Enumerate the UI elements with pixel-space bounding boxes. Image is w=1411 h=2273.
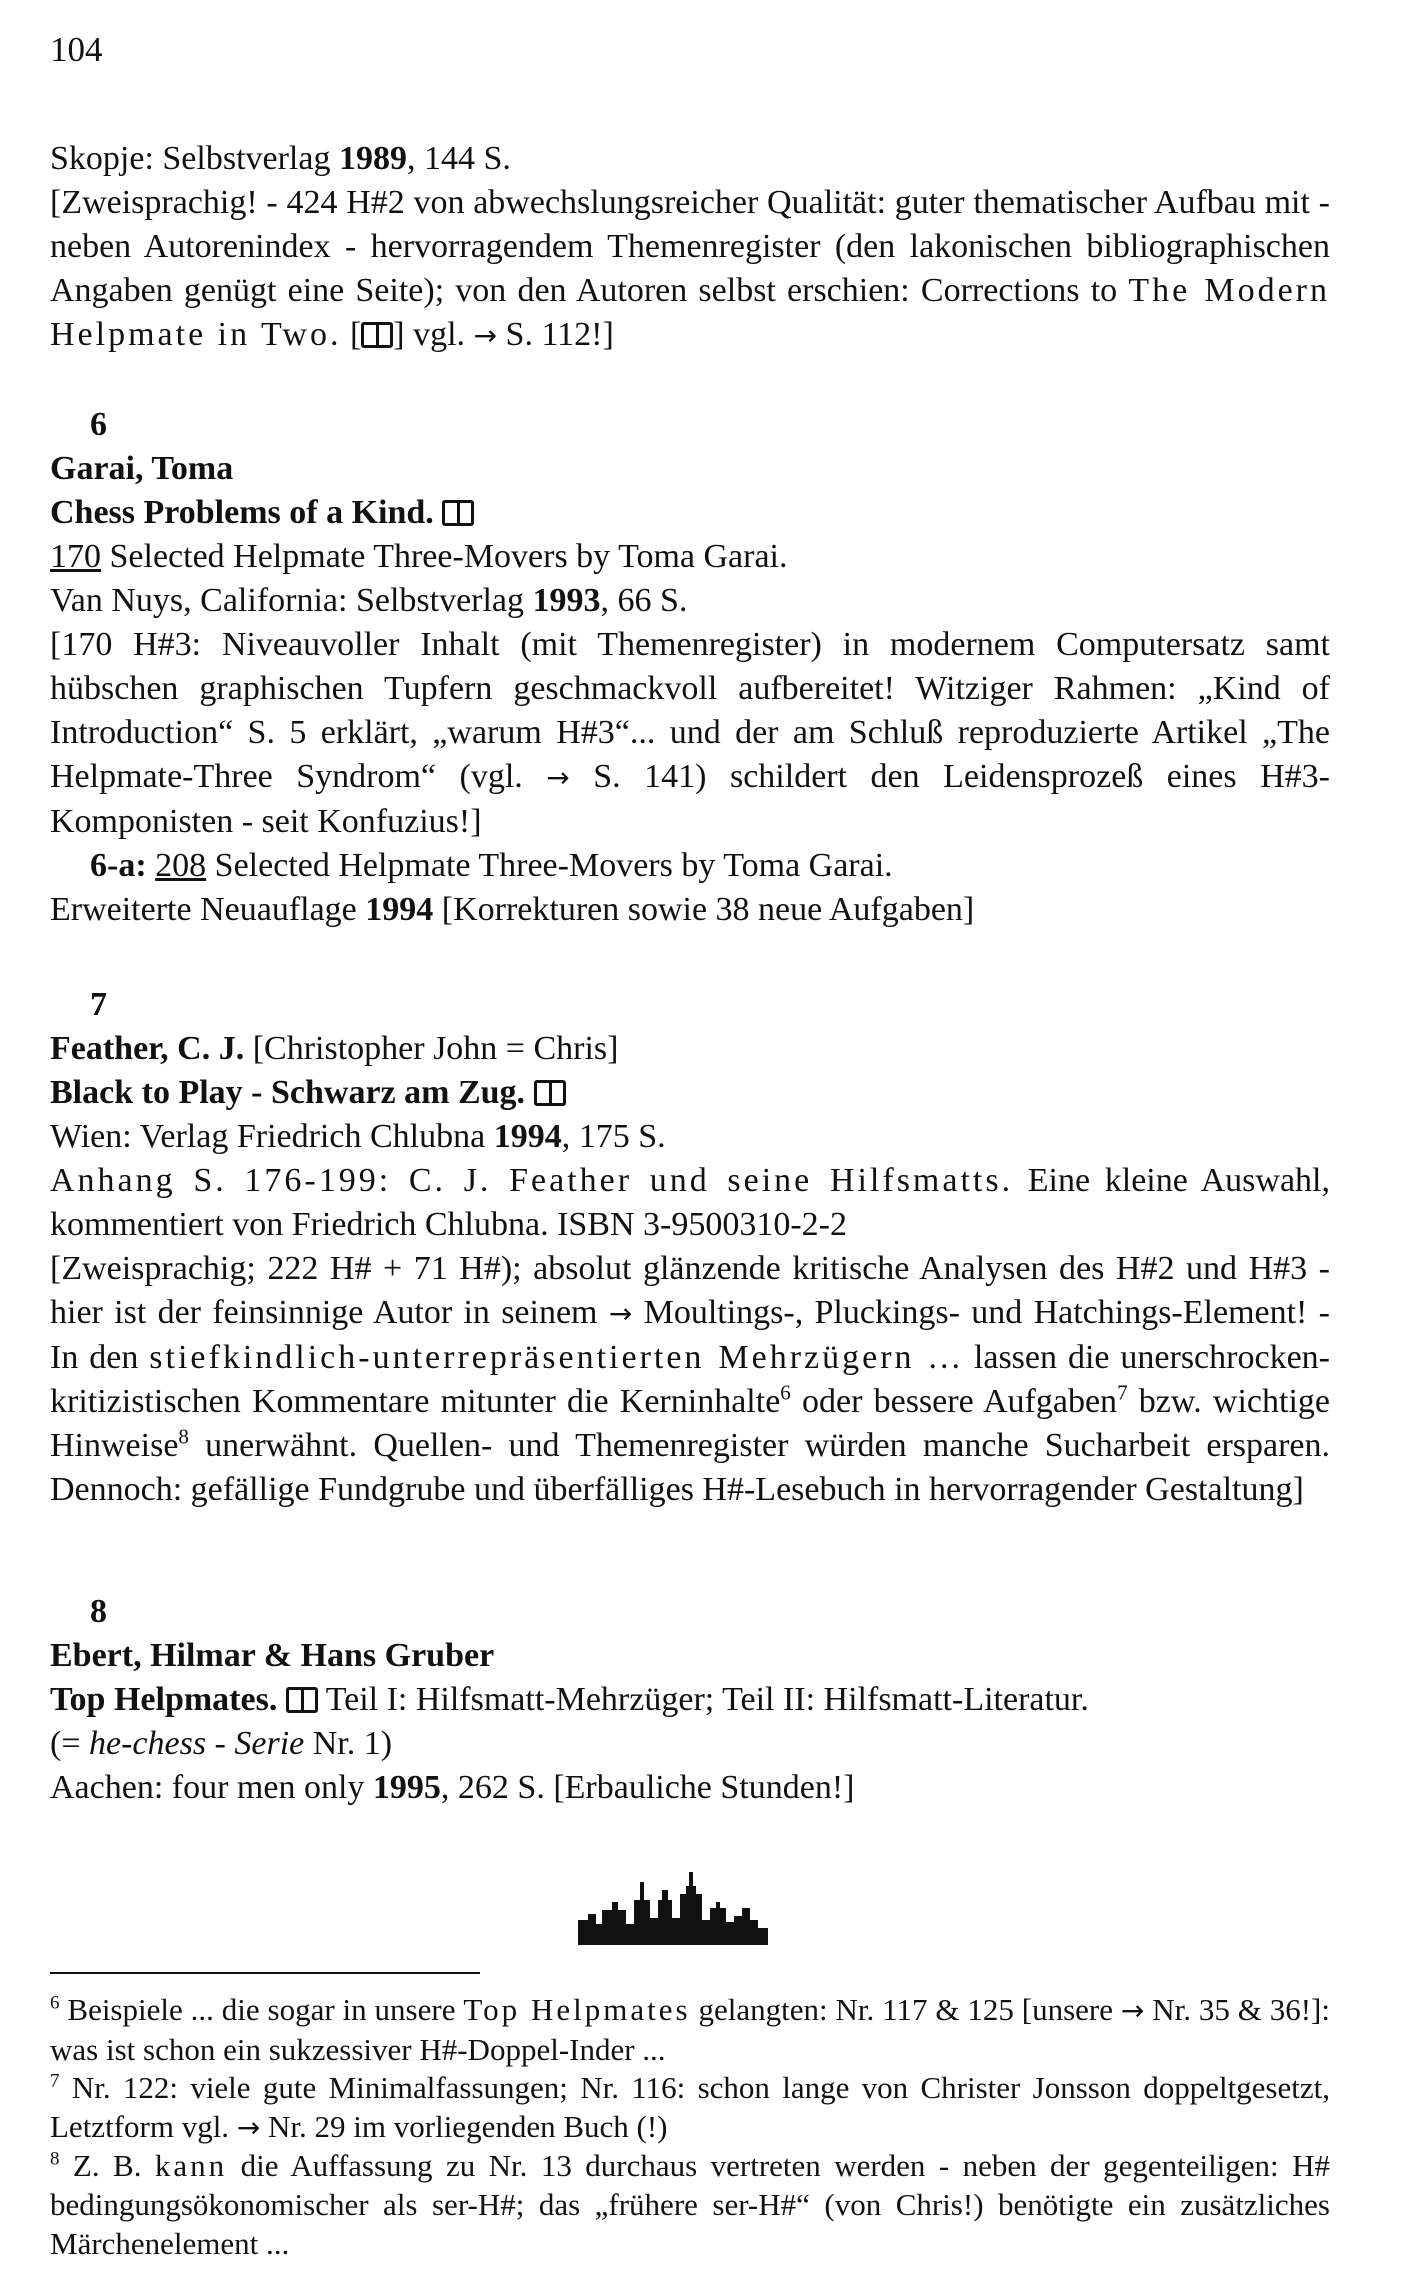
arrow-right-icon: →	[546, 761, 570, 794]
footnote-8: $^8$ Z. B. kann die Auffassung zu Nr. 13 durchaus vertreten werden - neben der gegenteiligen: H# bedingungsökonomischer als ser-H#; das „frühere ser-H#“ (von Chris!) benötigte ein zusätzliches Märchenelement ...	[50, 2148, 1330, 2261]
comment-paragraph: [Zweisprachig; 222 H# + 71 H#); absolut glänzende kritische Analysen des H#2 und H#3 - hier ist der feinsinnige Autor in seinem → Moultings-, Pluckings- und Hatchings-Element! - In den stiefkindlich-unterrepräsentierten Mehrzügern ... lassen die unerschrocken-kritizistischen Kommentare mitunter die Kerninhalte$^6$ oder bessere Aufgaben$^7$ bzw. wichtige Hinweise$^8$ unerwähnt. Quellen- und Themenregister würden manche Sucharbeit ersparen. Dennoch: gefällige Fundgrube und überfälliges H#-Lesebuch in hervorragender Gestaltung]	[50, 1250, 1330, 1508]
series-line: (= he-chess - Serie Nr. 1)	[50, 1725, 393, 1762]
footnote-ref: 6	[780, 1380, 791, 1405]
entry-continuation	[50, 137, 1330, 358]
publication-line: Wien: Verlag Friedrich Chlubna 1994, 175 S.	[50, 1118, 666, 1155]
entry-author-line: Feather, C. J. [Christopher John = Chris]	[50, 1030, 619, 1067]
entry-author: Ebert, Hilmar & Hans Gruber	[50, 1637, 495, 1674]
entry-title: Black to Play - Schwarz am Zug.	[50, 1074, 526, 1111]
entry-title-line	[50, 491, 1330, 535]
book-icon	[361, 322, 393, 348]
entry-title: Chess Problems of a Kind.	[50, 494, 434, 531]
book-icon	[534, 1080, 566, 1106]
entry-6	[50, 403, 1330, 932]
comment-paragraph: [170 H#3: Niveauvoller Inhalt (mit Themenregister) in modernem Computersatz samt hübschen graphischen Tupfern geschmackvoll aufbereitet! Witziger Rahmen: „Kind of Introduction“ S. 5 erklärt, „warum H#3“... und der am Schluß reproduzierte Artikel „The Helpmate-Three Syndrom“ (vgl. → S. 141) schildert den Leidensprozeß eines H#3-Komponisten - seit Konfuzius!]	[50, 626, 1331, 840]
footnote-divider	[50, 1972, 480, 1974]
entry-title-line: Top Helpmates. Teil I: Hilfsmatt-Mehrzüger; Teil II: Hilfsmatt-Literatur.	[50, 1681, 1089, 1718]
book-icon	[442, 500, 474, 526]
footnote-ref: 7	[1117, 1380, 1128, 1405]
arrow-right-icon: →	[1120, 1994, 1145, 2027]
entry-number: 7	[90, 986, 107, 1023]
book-icon	[286, 1687, 318, 1713]
page-number: 104	[50, 30, 103, 69]
entry-7	[50, 983, 1330, 1512]
entry-number: 6	[90, 406, 107, 443]
edition-line: 6-a: 208 Selected Helpmate Three-Movers by Toma Garai.	[90, 847, 893, 884]
publication-line: Skopje: Selbstverlag 1989, 144 S.	[50, 140, 511, 177]
entry-title: Top Helpmates.	[50, 1681, 278, 1718]
skyline-vignette-icon	[578, 1860, 788, 1945]
comment-paragraph: [Zweisprachig! - 424 H#2 von abwechslungsreicher Qualität: guter thematischer Aufbau mit - neben Autorenindex - hervorragendem Themenregister (den lakonischen bibliographischen Angaben genügt eine Seite); von den Autoren selbst erschien: Corrections to The Modern Helpmate in Two. [ ] vgl. → S. 112!]	[50, 184, 1330, 353]
footnote-6: $^6$ Beispiele ... die sogar in unsere Top Helpmates gelangten: Nr. 117 & 125 [unsere → Nr. 35 & 36!]: was ist schon ein sukzessiver H#-Doppel-Inder ...	[50, 1992, 1330, 2067]
entry-8	[50, 1590, 1330, 1810]
footnote-ref: 8	[178, 1424, 189, 1449]
entry-number: 8	[90, 1593, 107, 1630]
publication-line: Aachen: four men only 1995, 262 S. [Erbauliche Stunden!]	[50, 1769, 855, 1806]
entry-author: Garai, Toma	[50, 450, 234, 487]
footnote-7: $^7$ Nr. 122: viele gute Minimalfassungen; Nr. 116: schon lange von Christer Jonsson doppeltgesetzt, Letztform vgl. → Nr. 29 im vorliegenden Buch (!)	[50, 2070, 1330, 2144]
entry-subtitle: 170 Selected Helpmate Three-Movers by Toma Garai.	[50, 538, 788, 575]
entry-title-line	[50, 1071, 1330, 1115]
publication-line: Van Nuys, California: Selbstverlag 1993, 66 S.	[50, 582, 688, 619]
arrow-right-icon: →	[473, 319, 498, 352]
entry-author: Feather, C. J.	[50, 1030, 245, 1067]
arrow-right-icon: →	[608, 1297, 633, 1330]
appendix-line: Anhang S. 176-199: C. J. Feather und seine Hilfsmatts. Eine kleine Auswahl, kommentiert von Friedrich Chlubna. ISBN 3-9500310-2-2	[50, 1162, 1330, 1243]
edition-note: Erweiterte Neuauflage 1994 [Korrekturen sowie 38 neue Aufgaben]	[50, 891, 975, 928]
arrow-right-icon: →	[236, 2111, 261, 2144]
